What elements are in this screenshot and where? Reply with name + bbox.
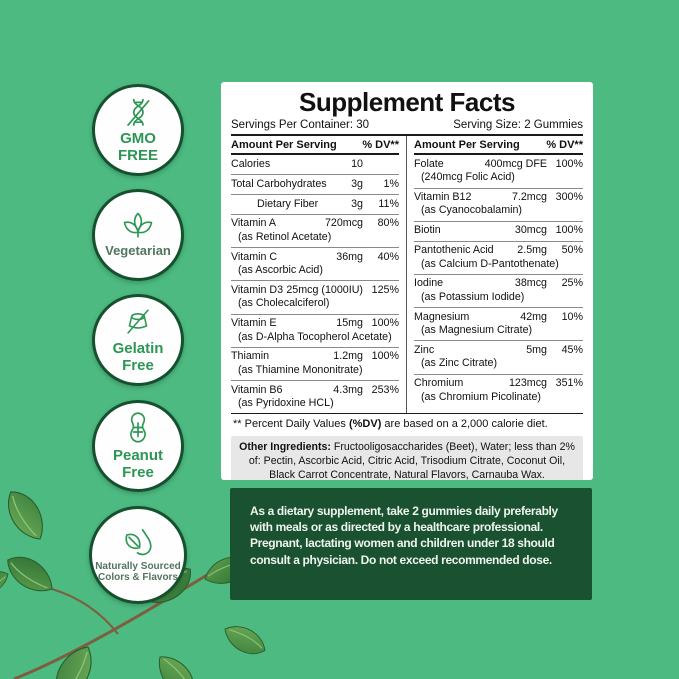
nutrient-dv: 11%: [378, 197, 399, 210]
dv-header: % DV**: [362, 139, 399, 152]
nutrient-amount: 2.5mg: [517, 244, 547, 257]
nutrients-table: [231, 136, 583, 414]
nutrient-dv: 351%: [555, 377, 583, 390]
table-row: [231, 248, 399, 281]
table-row-main: [414, 191, 583, 204]
table-row: [231, 348, 399, 381]
table-row: [414, 242, 583, 275]
nutrient-source: (as Calcium D-Pantothenate): [421, 257, 559, 270]
table-row-main: [231, 384, 399, 397]
nutrient-dv: 50%: [561, 244, 583, 257]
nutrient-amount: 720mcg: [324, 217, 363, 230]
nutrient-name: Pantothenic Acid: [414, 244, 494, 257]
table-row: [231, 315, 399, 348]
footnote-text: are based on a 2,000 calorie diet.: [381, 418, 548, 431]
badge-line: GMO: [120, 130, 156, 148]
badge-line: Naturally Sourced: [95, 560, 181, 572]
nutrient-dv: 1%: [383, 177, 399, 190]
nutrient-dv: 125%: [371, 283, 399, 296]
nutrient-name: Total Carbohydrates: [231, 177, 327, 190]
badge-line: Free: [122, 356, 154, 374]
nutrient-amount: 400mcg DFE: [484, 157, 547, 170]
table-row-main: [414, 311, 583, 324]
badge-vegetarian: [92, 189, 184, 281]
directions-text: As a dietary supplement, take 2 gummies daily preferably with meals or as directed by a healthcare professional. Pregnant, lactating women and children under 18 should consult a physician. Do not exceed recommended dose.: [250, 504, 558, 567]
table-row-main: [231, 158, 399, 171]
dv-header: % DV**: [546, 139, 583, 152]
badge-peanut-free: [92, 400, 184, 492]
nutrient-amount: 10: [351, 157, 363, 170]
nutrient-amount: 3g: [351, 197, 363, 210]
table-row: [231, 175, 399, 195]
table-row: [231, 215, 399, 248]
badge-line: FREE: [117, 146, 158, 164]
table-row: [231, 281, 399, 314]
footnote-text: ** Percent Daily Values: [233, 418, 349, 431]
badge-label: [118, 131, 158, 163]
nutrient-dv: 300%: [555, 191, 583, 204]
leaf-droplet-icon: [120, 527, 156, 561]
badge-line: Gelatin: [112, 340, 164, 358]
nutrient-amount: 5mg: [526, 343, 547, 356]
table-row: [414, 341, 583, 374]
nutrient-name: Dietary Fiber: [257, 197, 319, 210]
table-row-main: [231, 198, 399, 211]
column-header: [231, 136, 399, 155]
table-row: [414, 308, 583, 341]
dna-crossed-icon: [121, 96, 155, 130]
amount-header: Amount Per Serving: [414, 139, 520, 152]
table-row-main: [414, 244, 583, 257]
nutrient-name: Vitamin D3: [231, 283, 284, 296]
table-row-main: [231, 251, 399, 264]
nutrient-name: Calories: [231, 157, 271, 170]
nutrient-amount: 30mcg: [514, 224, 547, 237]
table-row-main: [231, 217, 399, 230]
amount-header: Amount Per Serving: [231, 139, 337, 152]
badge-naturally-sourced: [89, 506, 187, 604]
nutrient-amount: 4.3mg: [333, 383, 363, 396]
nutrient-amount: 123mcg: [508, 377, 547, 390]
nutrient-dv: 100%: [371, 317, 399, 330]
nutrient-amount: 25mcg (1000IU): [286, 283, 363, 296]
nutrient-name: Biotin: [414, 224, 441, 237]
column-header: [414, 136, 583, 155]
nutrient-name: Vitamin C: [231, 250, 278, 263]
daily-values-footnote: [231, 414, 583, 435]
supplement-column-left: [231, 136, 407, 413]
nutrient-dv: 100%: [555, 157, 583, 170]
table-row: [231, 195, 399, 215]
nutrient-source: (240mcg Folic Acid): [421, 171, 515, 184]
other-ingredients-box: [231, 436, 583, 480]
nutrient-name: Folate: [414, 157, 444, 170]
nutrient-amount: 38mcg: [514, 277, 547, 290]
nutrient-dv: 45%: [561, 343, 583, 356]
table-row: [414, 189, 583, 222]
badge-line: Peanut: [112, 447, 163, 465]
nutrient-name: Chromium: [414, 377, 464, 390]
supplement-column-right: [407, 136, 583, 413]
table-row-main: [414, 224, 583, 237]
other-ingredients-label: Other Ingredients:: [239, 441, 331, 454]
peanut-icon: [123, 411, 153, 447]
table-row-main: [231, 284, 399, 297]
table-row-main: [231, 317, 399, 330]
table-row: [414, 375, 583, 407]
nutrient-amount: 1.2mg: [333, 350, 363, 363]
nutrient-source: (as Magnesium Citrate): [421, 324, 533, 337]
badge-line: Free: [122, 463, 154, 481]
table-row: [414, 275, 583, 308]
table-row-main: [414, 277, 583, 290]
gelatin-crossed-icon: [121, 306, 155, 340]
nutrient-dv: 253%: [371, 383, 399, 396]
nutrient-source: (as Retinol Acetate): [238, 230, 332, 243]
nutrient-amount: 42mg: [520, 310, 547, 323]
table-row: [231, 155, 399, 175]
table-row: [414, 222, 583, 242]
nutrient-dv: [363, 158, 399, 171]
badge-gelatin-free: [92, 294, 184, 386]
nutrient-dv: 25%: [561, 277, 583, 290]
nutrient-source: (as D-Alpha Tocopherol Acetate): [238, 330, 392, 343]
nutrient-dv: 100%: [371, 350, 399, 363]
nutrient-source: (as Potassium Iodide): [421, 290, 525, 303]
nutrient-source: (as Cyanocobalamin): [421, 204, 522, 217]
nutrient-name: Thiamin: [231, 350, 270, 363]
badge-label: [113, 448, 163, 480]
badge-gmo-free: [92, 84, 184, 176]
nutrient-dv: 100%: [555, 224, 583, 237]
nutrient-amount: 36mg: [336, 250, 363, 263]
nutrient-name: Magnesium: [414, 310, 470, 323]
leaves-icon: [120, 211, 156, 243]
nutrient-name: Vitamin B12: [414, 191, 472, 204]
nutrient-amount: 7.2mcg: [511, 191, 547, 204]
nutrient-dv: 10%: [561, 310, 583, 323]
nutrient-name: Vitamin E: [231, 317, 277, 330]
nutrient-source: (as Thiamine Mononitrate): [238, 363, 363, 376]
badge-label: [95, 562, 181, 584]
serving-size: Serving Size: 2 Gummies: [453, 119, 583, 132]
nutrient-source: (as Pyridoxine HCL): [238, 397, 334, 410]
nutrient-dv: 80%: [377, 217, 399, 230]
supplement-facts-panel: [221, 82, 593, 480]
table-row-main: [414, 158, 583, 171]
nutrient-source: (as Chromium Picolinate): [421, 390, 541, 403]
nutrient-amount: 3g: [351, 177, 363, 190]
badge-label: [113, 341, 164, 373]
nutrient-source: (as Zinc Citrate): [421, 357, 498, 370]
footnote-bold: (%DV): [348, 418, 382, 431]
nutrient-source: (as Ascorbic Acid): [238, 264, 323, 277]
badge-line: Vegetarian: [105, 243, 171, 259]
table-row-main: [231, 350, 399, 363]
table-row-main: [414, 344, 583, 357]
table-row: [414, 155, 583, 188]
badge-label: [105, 244, 171, 258]
serving-info-row: [231, 119, 583, 136]
nutrient-amount: 15mg: [336, 317, 363, 330]
nutrient-dv: 40%: [377, 250, 399, 263]
nutrient-name: Vitamin A: [231, 217, 276, 230]
nutrient-name: Vitamin B6: [231, 383, 283, 396]
panel-title: Supplement Facts: [299, 87, 515, 117]
table-row: [231, 381, 399, 413]
table-row-main: [414, 377, 583, 390]
other-ingredients-text: Fructooligosaccharides (Beet), Water; less than 2% of: Pectin, Ascorbic Acid, Citric Acid, Trisodium Citrate, Coconut Oil, Black Carrot Concentrate, Natural Flavors, Carnauba Wax.: [248, 441, 575, 480]
nutrient-source: (as Cholecalciferol): [238, 297, 330, 310]
badge-line: Colors & Flavors: [97, 571, 179, 583]
directions-box: [230, 488, 592, 600]
table-row-main: [231, 178, 399, 191]
servings-per-container: Servings Per Container: 30: [231, 119, 370, 132]
nutrient-name: Zinc: [414, 343, 435, 356]
nutrient-name: Iodine: [414, 277, 444, 290]
